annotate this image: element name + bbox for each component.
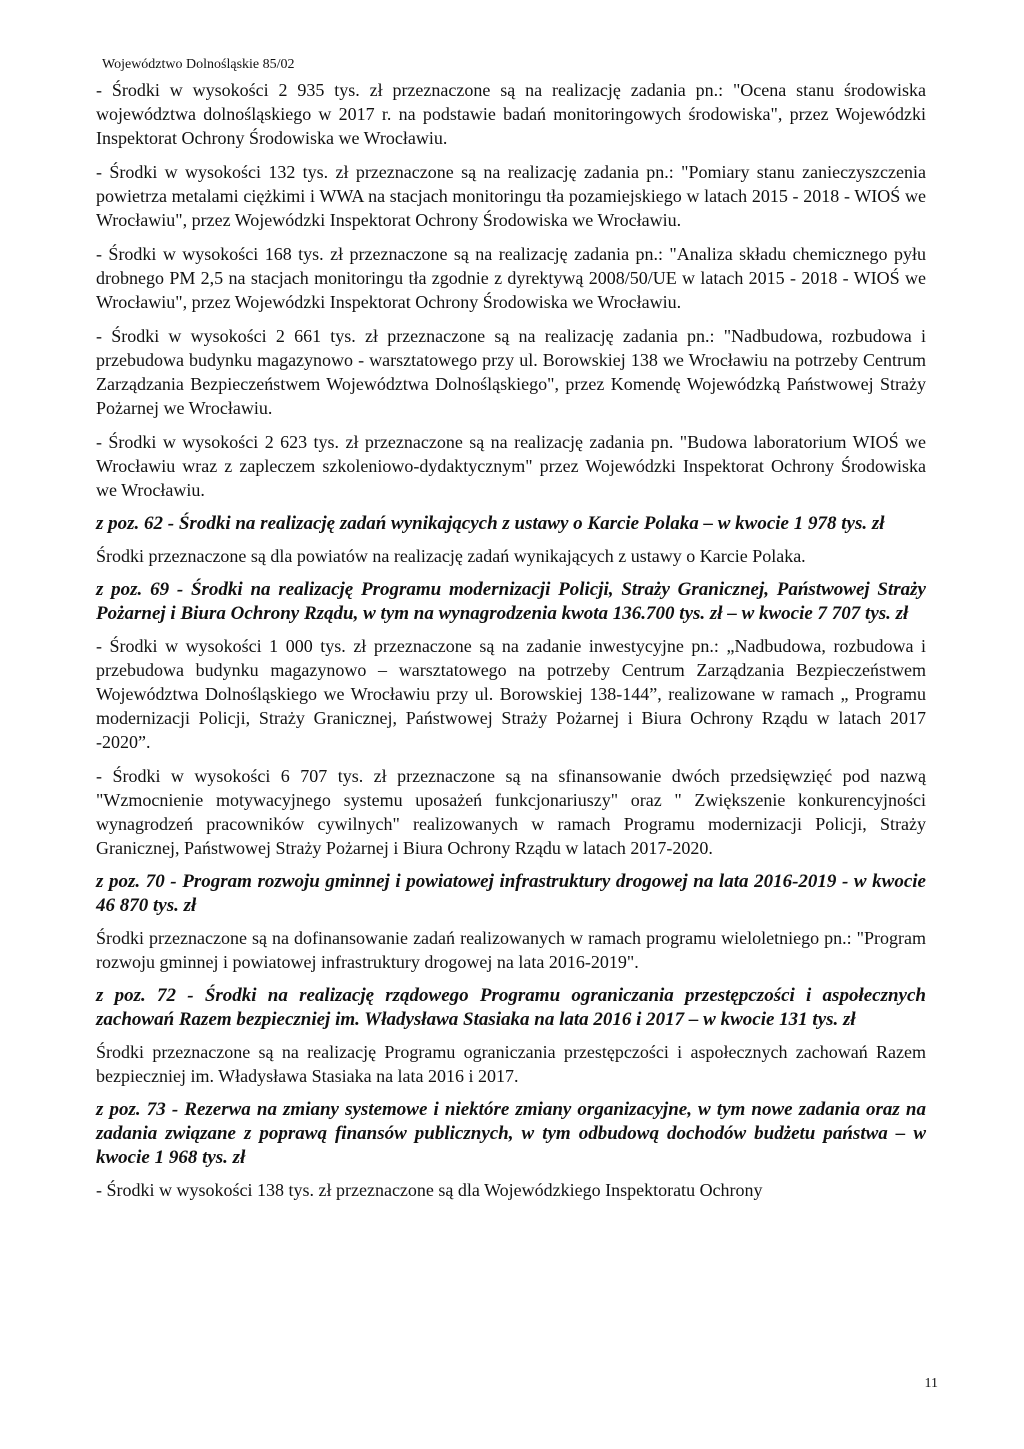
page-number: 11 [924,1376,938,1391]
paragraph: Środki przeznaczone są na realizację Programu ograniczania przestępczości i aspołecznych zachowań Razem bezpieczniej im. Władysława Stasiaka na lata 2016 i 2017. [96,1042,926,1086]
section-heading: z poz. 62 - Środki na realizację zadań wynikających z ustawy o Karcie Polaka – w kwocie 1 978 tys. zł [96,513,885,534]
section-heading: z poz. 69 - Środki na realizację Programu modernizacji Policji, Straży Granicznej, Państwowej Straży Pożarnej i Biura Ochrony Rządu, w tym na wynagrodzenia kwota 136.700 tys. zł – w kwocie 7 707 tys. zł [96,579,926,624]
paragraph: - Środki w wysokości 2 623 tys. zł przeznaczone są na realizację zadania pn. "Budowa laboratorium WIOŚ we Wrocławiu wraz z zapleczem szkoleniowo-dydaktycznym" przez Wojewódzki Inspektorat Ochrony Środowiska we Wrocławiu. [96,432,926,500]
paragraph: Środki przeznaczone są dla powiatów na realizację zadań wynikających z ustawy o Karcie Polaka. [96,546,806,566]
paragraph: - Środki w wysokości 132 tys. zł przeznaczone są na realizację zadania pn.: "Pomiary stanu zanieczyszczenia powietrza metalami ciężkimi i WWA na stacjach monitoringu tła pozamiejskiego w latach 2015 - 2018 - WIOŚ we Wrocławiu", przez Wojewódzki Inspektorat Ochrony Środowiska we Wrocławiu. [96,162,926,230]
paragraph: - Środki w wysokości 168 tys. zł przeznaczone są na realizację zadania pn.: "Analiza składu chemicznego pyłu drobnego PM 2,5 na stacjach monitoringu tła zgodnie z dyrektywą 2008/50/UE w latach 2015 - 2018 - WIOŚ we Wrocławiu", przez Wojewódzki Inspektorat Ochrony Środowiska we Wrocławiu. [96,244,926,312]
section-heading: z poz. 72 - Środki na realizację rządowego Programu ograniczania przestępczości i aspołecznych zachowań Razem bezpieczniej im. Władysława Stasiaka na lata 2016 i 2017 – w kwocie 131 tys. zł [96,985,926,1030]
paragraph: - Środki w wysokości 2 935 tys. zł przeznaczone są na realizację zadania pn.: "Ocena stanu środowiska województwa dolnośląskiego w 2017 r. na podstawie badań monitoringowych środowiska", przez Wojewódzki Inspektorat Ochrony Środowiska we Wrocławiu. [96,80,926,148]
paragraph: - Środki w wysokości 2 661 tys. zł przeznaczone są na realizację zadania pn.: "Nadbudowa, rozbudowa i przebudowa budynku magazynowo - warsztatowego przy ul. Borowskiej 138 we Wrocławiu na potrzeby Centrum Zarządzania Bezpieczeństwem Województwa Dolnośląskiego", przez Komendę Wojewódzką Państwowej Straży Pożarnej we Wrocławiu. [96,326,926,418]
paragraph: - Środki w wysokości 1 000 tys. zł przeznaczone są na zadanie inwestycyjne pn.: „Nadbudowa, rozbudowa i przebudowa budynku magazynowo – warsztatowego na potrzeby Centrum Zarządzania Bezpieczeństwem Województwa Dolnośląskiego we Wrocławiu przy ul. Borowskiej 138-144”, realizowane w ramach „ Programu modernizacji Policji, Straży Granicznej, Państwowej Straży Pożarnej i Biura Ochrony Rządu w latach 2017 -2020”. [96,636,926,752]
section-heading: z poz. 73 - Rezerwa na zmiany systemowe i niektóre zmiany organizacyjne, w tym nowe zadania oraz na zadania związane z poprawą finansów publicznych, w tym odbudową dochodów budżetu państwa – w kwocie 1 968 tys. zł [96,1099,926,1168]
paragraph: - Środki w wysokości 6 707 tys. zł przeznaczone są na sfinansowanie dwóch przedsięwzięć pod nazwą "Wzmocnienie motywacyjnego systemu uposażeń funkcjonariuszy" oraz " Zwiększenie konkurencyjności wynagrodzeń pracowników cywilnych" realizowanych w ramach Programu modernizacji Policji, Straży Granicznej, Państwowej Straży Pożarnej i Biura Ochrony Rządu w latach 2017-2020. [96,766,926,858]
section-heading: z poz. 70 - Program rozwoju gminnej i powiatowej infrastruktury drogowej na lata 2016-2019 - w kwocie 46 870 tys. zł [96,871,926,916]
page-header: Województwo Dolnośląskie 85/02 [102,57,295,72]
paragraph: - Środki w wysokości 138 tys. zł przeznaczone są dla Wojewódzkiego Inspektoratu Ochrony [96,1180,763,1200]
paragraph: Środki przeznaczone są na dofinansowanie zadań realizowanych w ramach programu wieloletniego pn.: "Program rozwoju gminnej i powiatowej infrastruktury drogowej na lata 2016-2019". [96,928,926,972]
